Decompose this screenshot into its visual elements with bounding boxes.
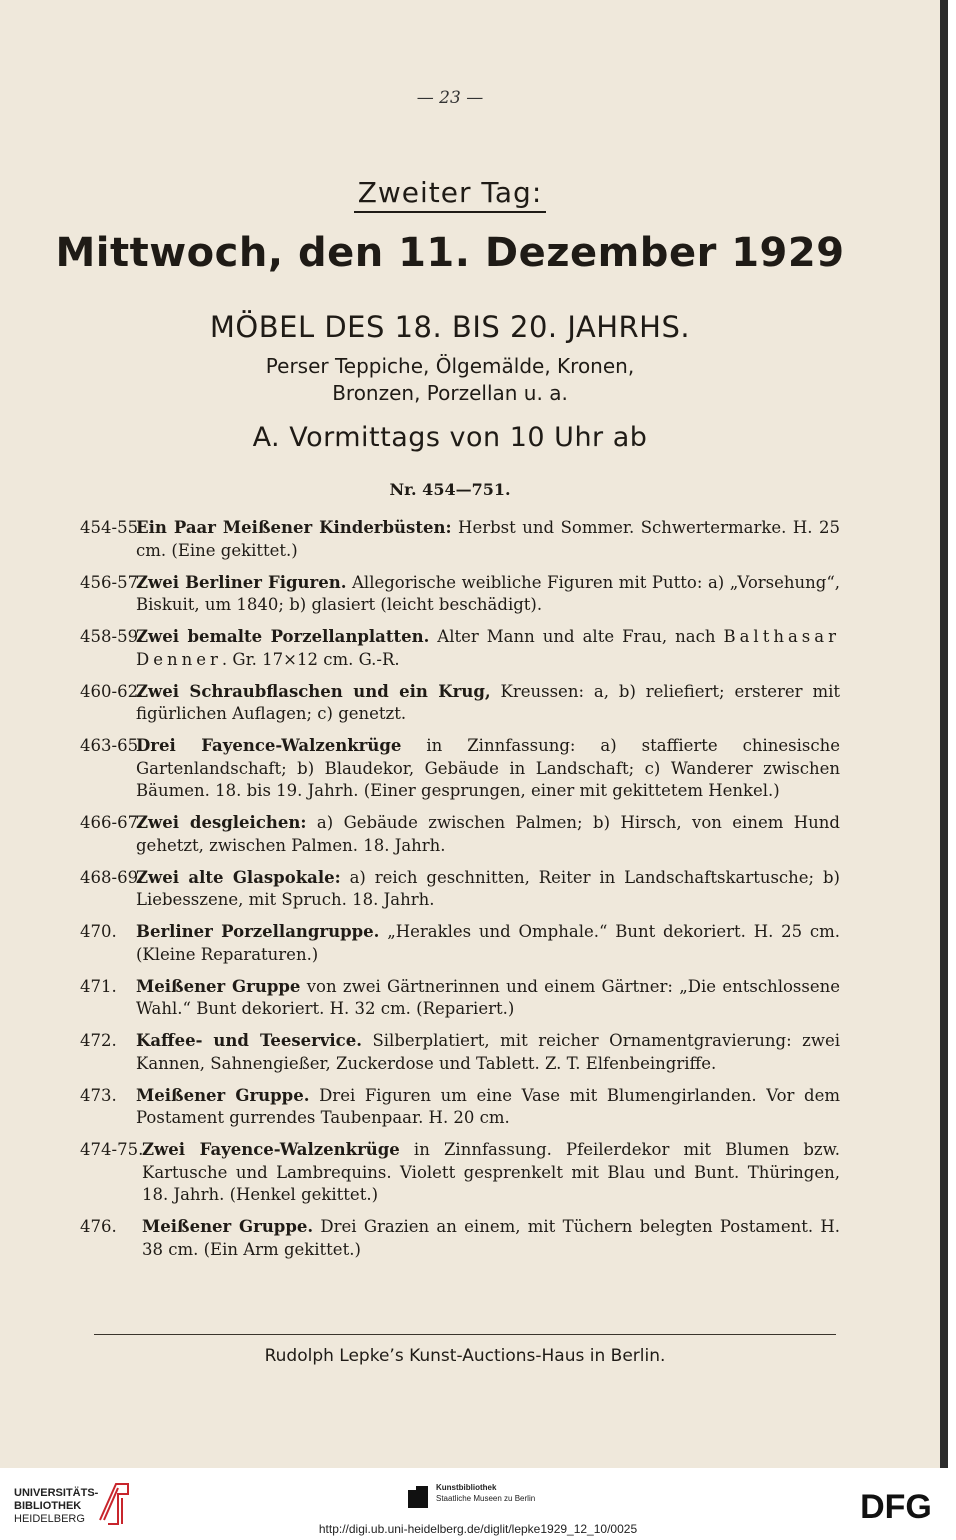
lot-title: Zwei Berliner Figuren. (136, 572, 347, 592)
dfg-logo-icon[interactable] (848, 1488, 944, 1524)
lot-number: 476. (80, 1217, 117, 1236)
lot-title: Ein Paar Meißener Kinderbüsten: (136, 518, 452, 537)
page-number: — 23 — (416, 88, 484, 108)
lot-description: Allegorische weibliche Figuren mit Putto: a) „Vorsehung“, Biskuit, um 1840; b) glasiert (leicht beschädigt). (136, 572, 841, 614)
lot-number: 454-55. (80, 518, 144, 537)
day-title-text: Zweiter Tag: (354, 176, 547, 213)
lot-number: 468-69. (80, 867, 144, 887)
lot-description: in Zinnfassung. Pfeilerdekor mit Blumen bzw. Kartusche und Lambrequins. Violett gesprenkelt mit Blau und Bunt. Thüringen, 18. Jahrh. (Henkel gekittet.) (142, 1140, 840, 1204)
lot-number: 474-75. (80, 1140, 144, 1159)
lot-description: Herbst und Sommer. Schwertermarke. H. 25 cm. (Eine gekittet.) (136, 518, 840, 560)
page-edge (940, 0, 948, 1468)
lot-description: Silberplatiert, mit reicher Ornamentgravierung: zwei Kannen, Sahnengießer, Zuckerdose und Tablett. Z. T. Elfenbeingriffe. (136, 1031, 840, 1073)
lot-title: Zwei Schraubflaschen und ein Krug, (136, 681, 491, 701)
lot-number: 463-65. (80, 736, 144, 755)
kb-line-1: Kunstbibliothek (436, 1483, 497, 1492)
ub-heidelberg-logo-icon[interactable] (96, 1480, 132, 1528)
lot-number: 460-62. (80, 681, 144, 701)
lot-entry (80, 735, 840, 803)
lot-entry (80, 1139, 840, 1207)
lot-number: 470. (80, 922, 117, 941)
lot-number: 473. (80, 1085, 117, 1105)
lot-description: „Herakles und Omphale.“ Bunt dekoriert. H. 25 cm. (Kleine Reparaturen.) (136, 922, 840, 964)
lot-description-end: . Gr. 17×12 cm. G.-R. (221, 649, 400, 669)
lot-description: Kreussen: a, b) reliefiert; ersterer mit figürlichen Auflagen; c) genetzt. (136, 681, 840, 723)
lot-entry (80, 1030, 840, 1075)
ub-line-2: BIBLIOTHEK (14, 1500, 82, 1512)
lot-title: Zwei desgleichen: (136, 813, 307, 832)
lot-entry (80, 1085, 840, 1130)
lot-number: 458-59. (80, 627, 144, 646)
lot-title: Meißener Gruppe (136, 976, 301, 996)
lot-entry (80, 1216, 840, 1261)
lot-entry (80, 681, 840, 726)
lot-description: von zwei Gärtnerinnen und einem Gärtner: „Die entschlossene Wahl.“ Bunt dekoriert. H. 32 cm. (Repariert.) (136, 976, 840, 1018)
lot-title: Kaffee- und Teeservice. (136, 1031, 362, 1050)
lot-title: Meißener Gruppe. (142, 1217, 314, 1236)
lot-list (80, 517, 840, 1271)
divider (94, 1334, 836, 1335)
lot-description: in Zinnfassung: a) staffierte chinesische Gartenlandschaft; b) Blaudekor, Gebäude in Landschaft; c) Wanderer zwischen Bäumen. 18. bis 19. Jahrh. (Einer gesprungen, einer mit gekittetem Henkel.) (136, 736, 840, 800)
day-title (0, 176, 900, 209)
lot-number: 471. (80, 976, 117, 996)
artist-name: Balthasar Denner (136, 627, 840, 669)
lot-description: Drei Figuren um eine Vase mit Blumengirlanden. Vor dem Postament gurrendes Taubenpaar. H. 20 cm. (136, 1085, 841, 1127)
lot-number: 472. (80, 1031, 117, 1050)
lot-entry (80, 867, 840, 912)
lot-title: Drei Fayence-Walzenkrüge (136, 736, 402, 755)
lot-entry (80, 812, 840, 857)
lot-number: 456-57. (80, 572, 144, 592)
lot-entry (80, 921, 840, 966)
lot-range: Nr. 454—751. (389, 480, 511, 499)
lot-description: a) reich geschnitten, Reiter in Landschaftskartusche; b) Liebesszene, mit Spruch. 18. Jahrh. (136, 867, 840, 909)
lot-title: Zwei bemalte Porzellanplatten. (136, 627, 430, 646)
lot-description: a) Gebäude zwischen Palmen; b) Hirsch, von einem Hund gehetzt, zwischen Palmen. 18. Jahrh. (136, 813, 840, 855)
ub-heidelberg-text (14, 1487, 98, 1526)
subtitle-line-1: Perser Teppiche, Ölgemälde, Kronen, (265, 354, 635, 378)
lot-title: Zwei alte Glaspokale: (136, 867, 341, 887)
auction-house-footer: Rudolph Lepke’s Kunst-Auctions-Haus in Berlin. (264, 1346, 666, 1366)
kunstbibliothek-text (436, 1482, 535, 1504)
kb-line-2: Staatliche Museen zu Berlin (436, 1494, 536, 1503)
lot-entry (80, 976, 840, 1021)
dfg-label: DFG (860, 1488, 932, 1524)
lot-description: Alter Mann und alte Frau, nach (429, 627, 724, 646)
lot-entry (80, 517, 840, 562)
ub-line-1: UNIVERSITÄTS- (14, 1487, 99, 1499)
subtitle-line-2: Bronzen, Porzellan u. a. (332, 381, 568, 405)
lot-description: Drei Grazien an einem, mit Tüchern belegten Postament. H. 38 cm. (Ein Arm gekittet.) (142, 1217, 841, 1259)
source-url[interactable]: http://digi.ub.uni-heidelberg.de/diglit/lepke1929_12_10/0025 (318, 1522, 638, 1536)
kunstbibliothek-logo-icon[interactable] (406, 1484, 430, 1510)
lot-title: Zwei Fayence-Walzenkrüge (142, 1140, 400, 1159)
lot-title: Berliner Porzellangruppe. (136, 922, 380, 941)
lot-entry (80, 626, 840, 671)
date-title: Mittwoch, den 11. Dezember 1929 (55, 230, 845, 276)
ub-line-3: HEIDELBERG (14, 1513, 85, 1525)
lot-entry (80, 572, 840, 617)
category-title: MÖBEL DES 18. BIS 20. JAHRHS. (209, 310, 691, 344)
section-title: A. Vormittags von 10 Uhr ab (252, 422, 648, 453)
lot-number: 466-67. (80, 813, 144, 832)
lot-title: Meißener Gruppe. (136, 1085, 310, 1105)
